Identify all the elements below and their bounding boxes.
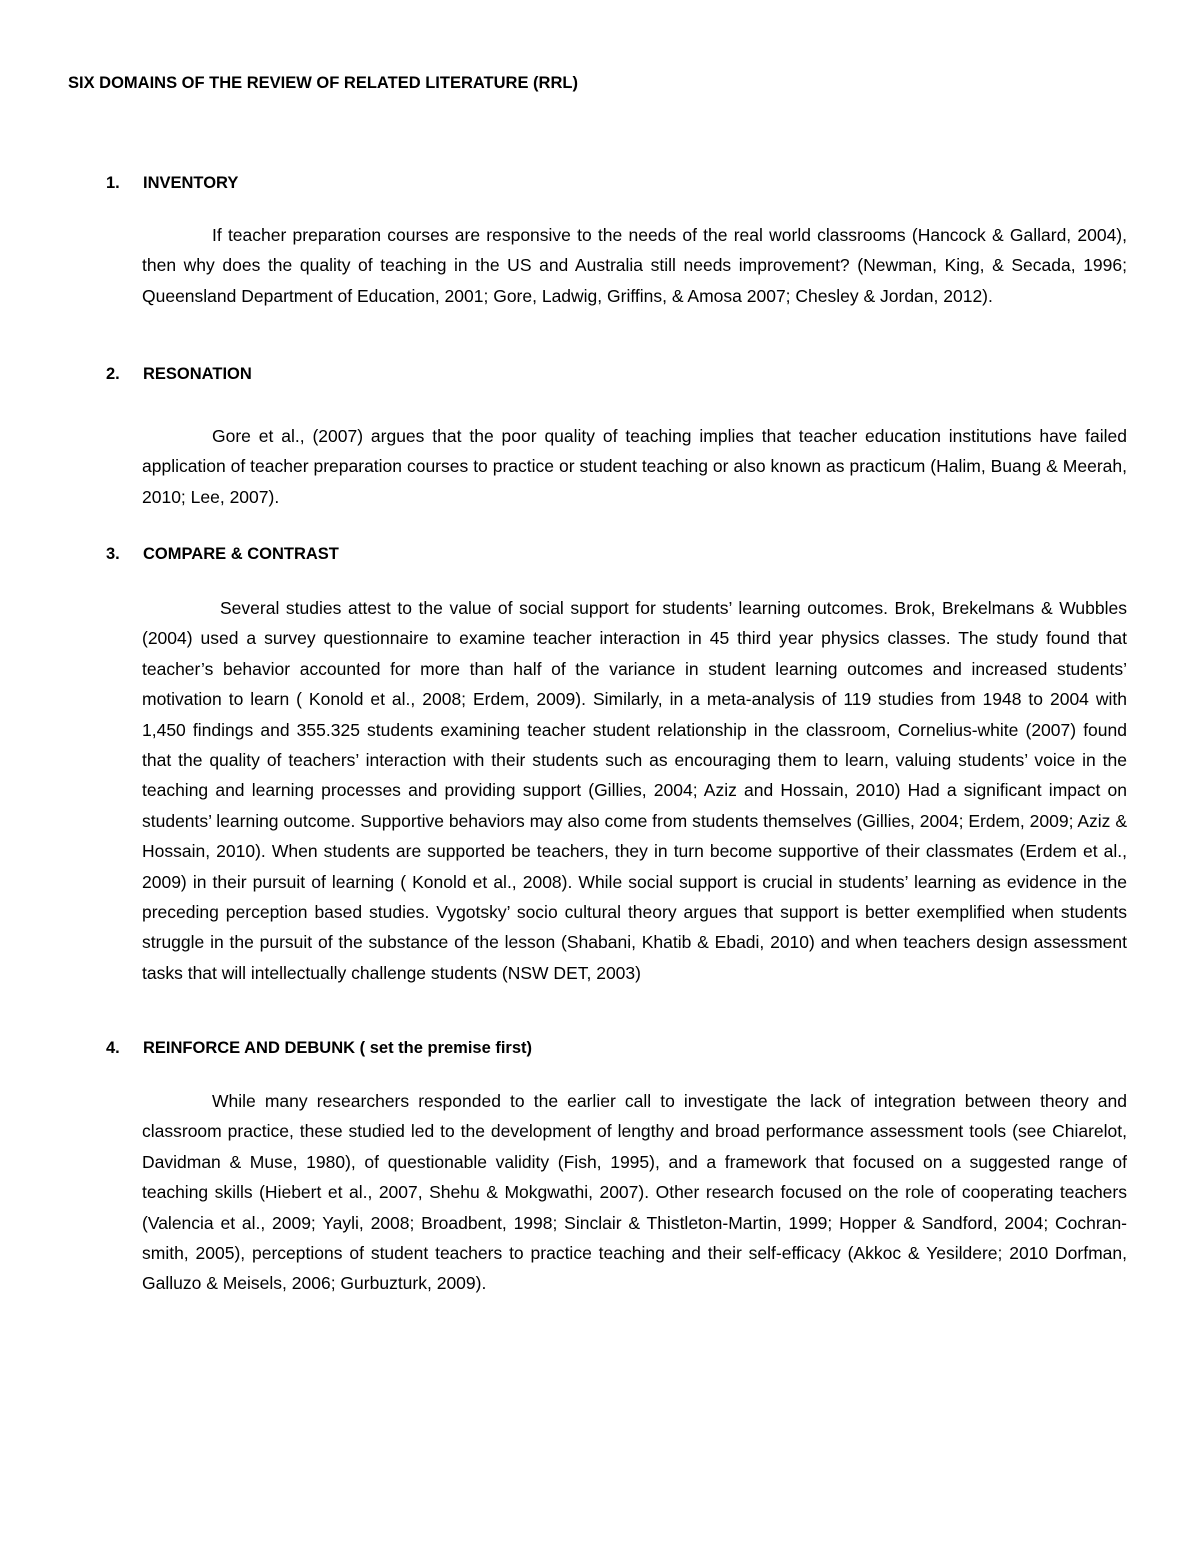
section-heading-text: RESONATION: [143, 365, 252, 383]
section-heading-inventory: [106, 174, 238, 193]
document-title: SIX DOMAINS OF THE REVIEW OF RELATED LITERATURE (RRL): [68, 74, 578, 92]
section-number: 4.: [106, 1039, 120, 1057]
section-heading-reinforce-debunk: [106, 1039, 532, 1058]
section-heading-text: REINFORCE AND DEBUNK ( set the premise first): [143, 1039, 533, 1057]
section-paragraph-reinforce-debunk: While many researchers responded to the earlier call to investigate the lack of integration between theory and classroom practice, these studied led to the development of lengthy and broad performance assessment tools (see Chiarelot, Davidman & Muse, 1980), of questionable validity (Fish, 1995), and a framework that focused on a suggested range of teaching skills (Hiebert et al., 2007, Shehu & Mokgwathi, 2007). Other research focused on the role of cooperating teachers (Valencia et al., 2009; Yayli, 2008; Broadbent, 1998; Sinclair & Thistleton-Martin, 1999; Hopper & Sandford, 2004; Cochran-smith, 2005), perceptions of student teachers to practice teaching and their self-efficacy (Akkoc & Yesildere; 2010 Dorfman, Galluzo & Meisels, 2006; Gurbuzturk, 2009).: [142, 1091, 1127, 1294]
section-number: 3.: [106, 545, 120, 563]
section-paragraph-inventory: If teacher preparation courses are responsive to the needs of the real world classrooms (Hancock & Gallard, 2004), then why does the quality of teaching in the US and Australia still needs improvement? (Newman, King, & Secada, 1996; Queensland Department of Education, 2001; Gore, Ladwig, Griffins, & Amosa 2007; Chesley & Jordan, 2012).: [142, 225, 1127, 306]
section-heading-text: COMPARE & CONTRAST: [143, 545, 339, 563]
section-number: 1.: [106, 174, 120, 192]
section-heading-resonation: [106, 365, 252, 384]
section-paragraph-compare-contrast: Several studies attest to the value of social support for students’ learning outcomes. Brok, Brekelmans & Wubbles (2004) used a survey questionnaire to examine teacher interaction in 45 third year physics classes. The study found that teacher’s behavior accounted for more than half of the variance in student learning outcomes and increased students’ motivation to learn ( Konold et al., 2008; Erdem, 2009). Similarly, in a meta-analysis of 119 studies from 1948 to 2004 with 1,450 findings and 355.325 students examining teacher student relationship in the classroom, Cornelius-white (2007) found that the quality of teachers’ interaction with their students such as encouraging them to learn, valuing students’ voice in the teaching and learning processes and providing support (Gillies, 2004; Aziz and Hossain, 2010) Had a significant impact on students’ learning outcome. Supportive behaviors may also come from students themselves (Gillies, 2004; Erdem, 2009; Aziz & Hossain, 2010). When students are supported be teachers, they in turn become supportive of their classmates (Erdem et al., 2009) in their pursuit of learning ( Konold et al., 2008). While social support is crucial in students’ learning as evidence in the preceding perception based studies. Vygotsky’ socio cultural theory argues that support is better exemplified when students struggle in the pursuit of the substance of the lesson (Shabani, Khatib & Ebadi, 2010) and when teachers design assessment tasks that will intellectually challenge students (NSW DET, 2003): [142, 598, 1127, 983]
section-paragraph-resonation: Gore et al., (2007) argues that the poor quality of teaching implies that teacher education institutions have failed application of teacher preparation courses to practice or student teaching or also known as practicum (Halim, Buang & Meerah, 2010; Lee, 2007).: [142, 426, 1127, 507]
section-heading-compare-contrast: [106, 545, 339, 564]
section-number: 2.: [106, 365, 120, 383]
section-heading-text: INVENTORY: [143, 174, 239, 192]
